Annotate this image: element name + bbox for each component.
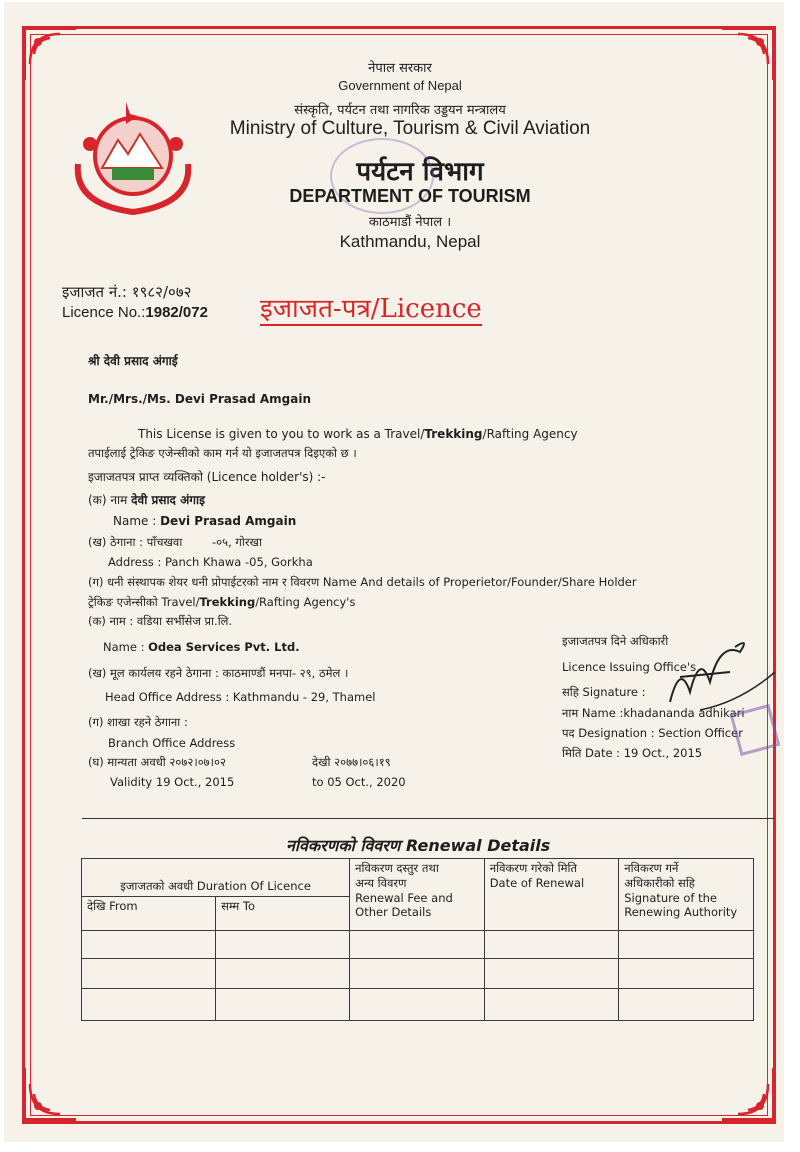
renewal-title: नविकरणको विवरण Renewal Details bbox=[286, 836, 551, 855]
duration-header: इजाजतको अवधी Duration Of Licence bbox=[82, 859, 350, 897]
authority-header: नविकरण गर्ने अधिकारीको सहि Signature of the Renewing Authority bbox=[619, 859, 754, 931]
validity-to-np: देखी २०७७।०६।१९ bbox=[312, 755, 391, 769]
holder-address-np: (ख) ठेगाना : पाँचखवा -०५, गोरखा bbox=[88, 535, 262, 549]
head-office-np: (ख) मूल कार्यलय रहने ठेगाना : काठमाण्डौं मनपा- २९, ठमेल । bbox=[88, 666, 349, 680]
issuer-name: नाम Name :khadananda adhikari bbox=[562, 706, 745, 720]
holder-name-en: Name : Devi Prasad Amgain bbox=[113, 514, 297, 528]
table-row bbox=[82, 959, 754, 989]
corner-ornament-icon bbox=[20, 24, 80, 84]
issuer-date: मिति Date : 19 Oct., 2015 bbox=[562, 746, 703, 760]
licence-number-np: इजाजत नं.: १९८२/०७२ bbox=[62, 283, 192, 301]
license-purpose-en: This License is given to you to work as a Travel/Trekking/Rafting Agency bbox=[138, 427, 578, 441]
header-ministry-np: संस्कृति, पर्यटन तथा नागरिक उड्डयन मन्त्रालय bbox=[294, 103, 506, 118]
corner-ornament-icon bbox=[718, 1064, 778, 1124]
to-header: सम्म To bbox=[216, 897, 350, 931]
licence-holder-heading: इजाजतपत्र प्राप्त व्यक्तिको (Licence holder's) :- bbox=[88, 470, 326, 484]
agency-line: ट्रेकिङ एजेन्सीको Travel/Trekking/Rafting Agency's bbox=[88, 595, 356, 609]
recipient-name-en: Mr./Mrs./Ms. Devi Prasad Amgain bbox=[88, 392, 312, 406]
agency-name-en: Name : Odea Services Pvt. Ltd. bbox=[103, 640, 300, 654]
branch-office-np: (ग) शाखा रहने ठेगाना : bbox=[88, 715, 188, 729]
header-dept-en: DEPARTMENT OF TOURISM bbox=[289, 186, 531, 206]
fee-header: नविकरण दस्तुर तथा अन्य विवरण Renewal Fee and Other Details bbox=[350, 859, 485, 931]
table-row bbox=[82, 989, 754, 1021]
validity-to-en: to 05 Oct., 2020 bbox=[312, 775, 406, 789]
issuer-office: Licence Issuing Office's bbox=[562, 660, 697, 674]
table-row bbox=[82, 931, 754, 959]
header-govt-np: नेपाल सरकार bbox=[368, 61, 432, 76]
corner-ornament-icon bbox=[718, 24, 778, 84]
header-ministry-en: Ministry of Culture, Tourism & Civil Aviation bbox=[229, 118, 591, 139]
licence-number-en: Licence No.:1982/072 bbox=[62, 304, 208, 321]
issuer-title: इजाजतपत्र दिने अधिकारी bbox=[562, 634, 669, 648]
holder-address-en: Address : Panch Khawa -05, Gorkha bbox=[108, 555, 313, 569]
issuer-designation: पद Designation : Section Officer bbox=[562, 726, 743, 740]
agency-name-np: (क) नाम : वडिया सर्भीसेज प्रा.लि. bbox=[88, 614, 233, 628]
validity-en: Validity 19 Oct., 2015 bbox=[110, 775, 235, 789]
holder-name-np: (क) नाम देवी प्रसाद अंगाइ bbox=[88, 493, 206, 507]
licence-title: इजाजत-पत्र/Licence bbox=[260, 294, 482, 324]
head-office-en: Head Office Address : Kathmandu - 29, Thamel bbox=[105, 690, 376, 704]
owner-details-line: (ग) धनी संस्थापक शेयर धनी प्रोपाईटरको नाम र विवरण Name And details of Properietor/Founder/Share Holder bbox=[88, 575, 637, 589]
header-govt-en: Government of Nepal bbox=[338, 78, 462, 93]
header-city-en: Kathmandu, Nepal bbox=[339, 232, 481, 251]
from-header: देखि From bbox=[82, 897, 216, 931]
license-purpose-np: तपाईलाई ट्रेकिङ एजेन्सीको काम गर्न यो इजाजतपत्र दिइएको छ । bbox=[88, 446, 357, 460]
date-header: नविकरण गरेको मिति Date of Renewal bbox=[484, 859, 619, 931]
validity-np: (घ) मान्यता अवधी २०७२।०७।०२ bbox=[88, 755, 226, 769]
recipient-name-np: श्री देवी प्रसाद अंगाई bbox=[88, 354, 178, 368]
header-dept-np: पर्यटन विभाग bbox=[356, 157, 484, 187]
header-city-np: काठमाडौं नेपाल । bbox=[368, 215, 452, 230]
nepal-emblem-icon bbox=[66, 94, 200, 218]
renewal-table bbox=[81, 858, 754, 1021]
section-divider bbox=[82, 818, 774, 819]
issuer-signature-label: सहि Signature : bbox=[562, 685, 646, 699]
corner-ornament-icon bbox=[20, 1064, 80, 1124]
office-seal-stamp-icon bbox=[730, 700, 780, 760]
branch-office-en: Branch Office Address bbox=[108, 736, 236, 750]
